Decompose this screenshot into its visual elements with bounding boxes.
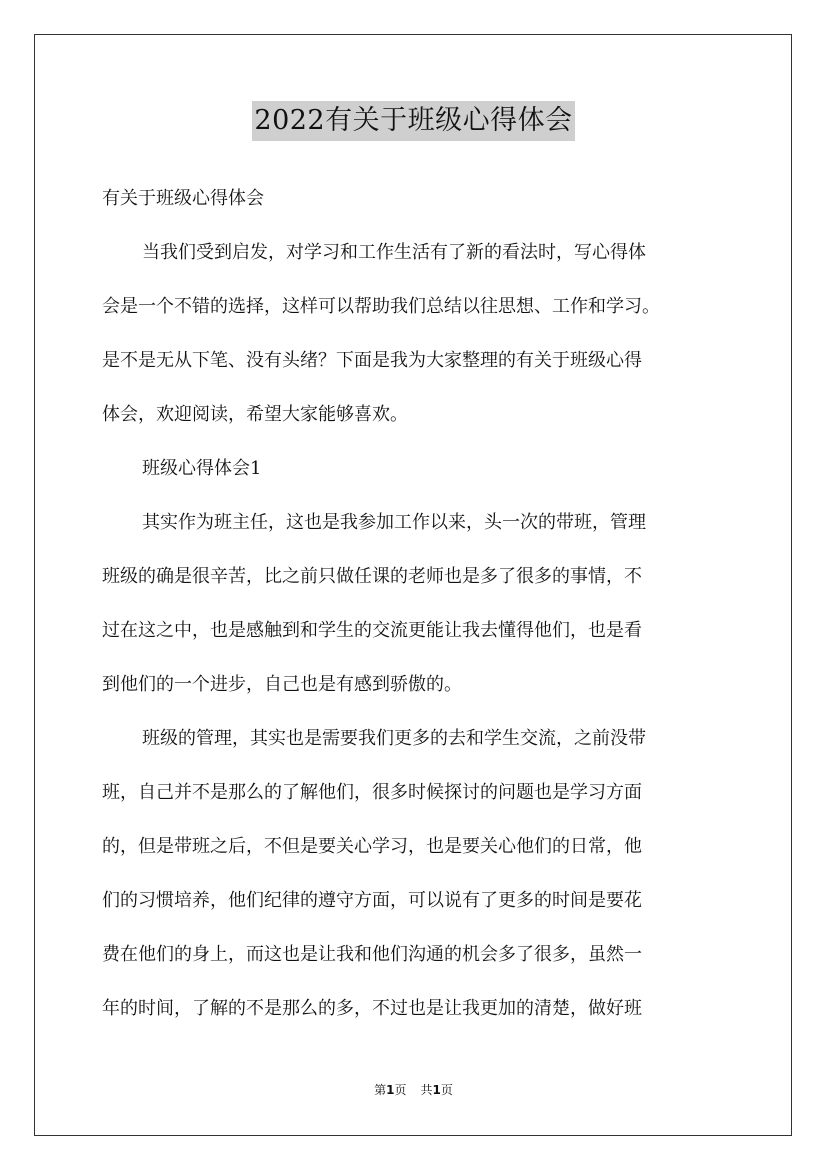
page-number: 1 bbox=[386, 1083, 395, 1097]
text-line: 们的习惯培养，他们纪律的遵守方面，可以说有了更多的时间是要花 bbox=[102, 890, 642, 911]
page-footer bbox=[0, 1081, 827, 1099]
total-pages: 1 bbox=[432, 1083, 441, 1097]
text-line: 年的时间，了解的不是那么的多，不过也是让我更加的清楚，做好班 bbox=[102, 998, 642, 1019]
text-line: 体会，欢迎阅读，希望大家能够喜欢。 bbox=[102, 404, 408, 425]
text-line: 其实作为班主任，这也是我参加工作以来，头一次的带班，管理 bbox=[142, 512, 646, 533]
text-line: 是不是无从下笔、没有头绪？下面是我为大家整理的有关于班级心得 bbox=[102, 350, 642, 371]
text-line: 有关于班级心得体会 bbox=[102, 188, 264, 209]
text-line: 班级心得体会1 bbox=[142, 458, 262, 479]
text-line: 的，但是带班之后，不但是要关心学习，也是要关心他们的日常，他 bbox=[102, 836, 642, 857]
total-suffix: 页 bbox=[440, 1083, 453, 1097]
page-prefix: 第 bbox=[374, 1083, 387, 1097]
total-prefix: 共 bbox=[420, 1083, 433, 1097]
text-line: 过在这之中，也是感触到和学生的交流更能让我去懂得他们，也是看 bbox=[102, 620, 642, 641]
text-line: 班级的确是很辛苦，比之前只做任课的老师也是多了很多的事情，不 bbox=[102, 566, 642, 587]
text-line: 当我们受到启发，对学习和工作生活有了新的看法时，写心得体 bbox=[142, 242, 646, 263]
page-suffix: 页 bbox=[394, 1083, 407, 1097]
text-line: 会是一个不错的选择，这样可以帮助我们总结以往思想、工作和学习。 bbox=[102, 296, 660, 317]
title-container bbox=[0, 101, 827, 141]
document-title: 2022有关于班级心得体会 bbox=[252, 101, 574, 141]
text-line: 班级的管理，其实也是需要我们更多的去和学生交流，之前没带 bbox=[142, 728, 646, 749]
text-line: 费在他们的身上，而这也是让我和他们沟通的机会多了很多，虽然一 bbox=[102, 944, 642, 965]
document-body bbox=[102, 172, 742, 1036]
text-line: 到他们的一个进步，自己也是有感到骄傲的。 bbox=[102, 674, 462, 695]
text-line: 班，自己并不是那么的了解他们，很多时候探讨的问题也是学习方面 bbox=[102, 782, 642, 803]
